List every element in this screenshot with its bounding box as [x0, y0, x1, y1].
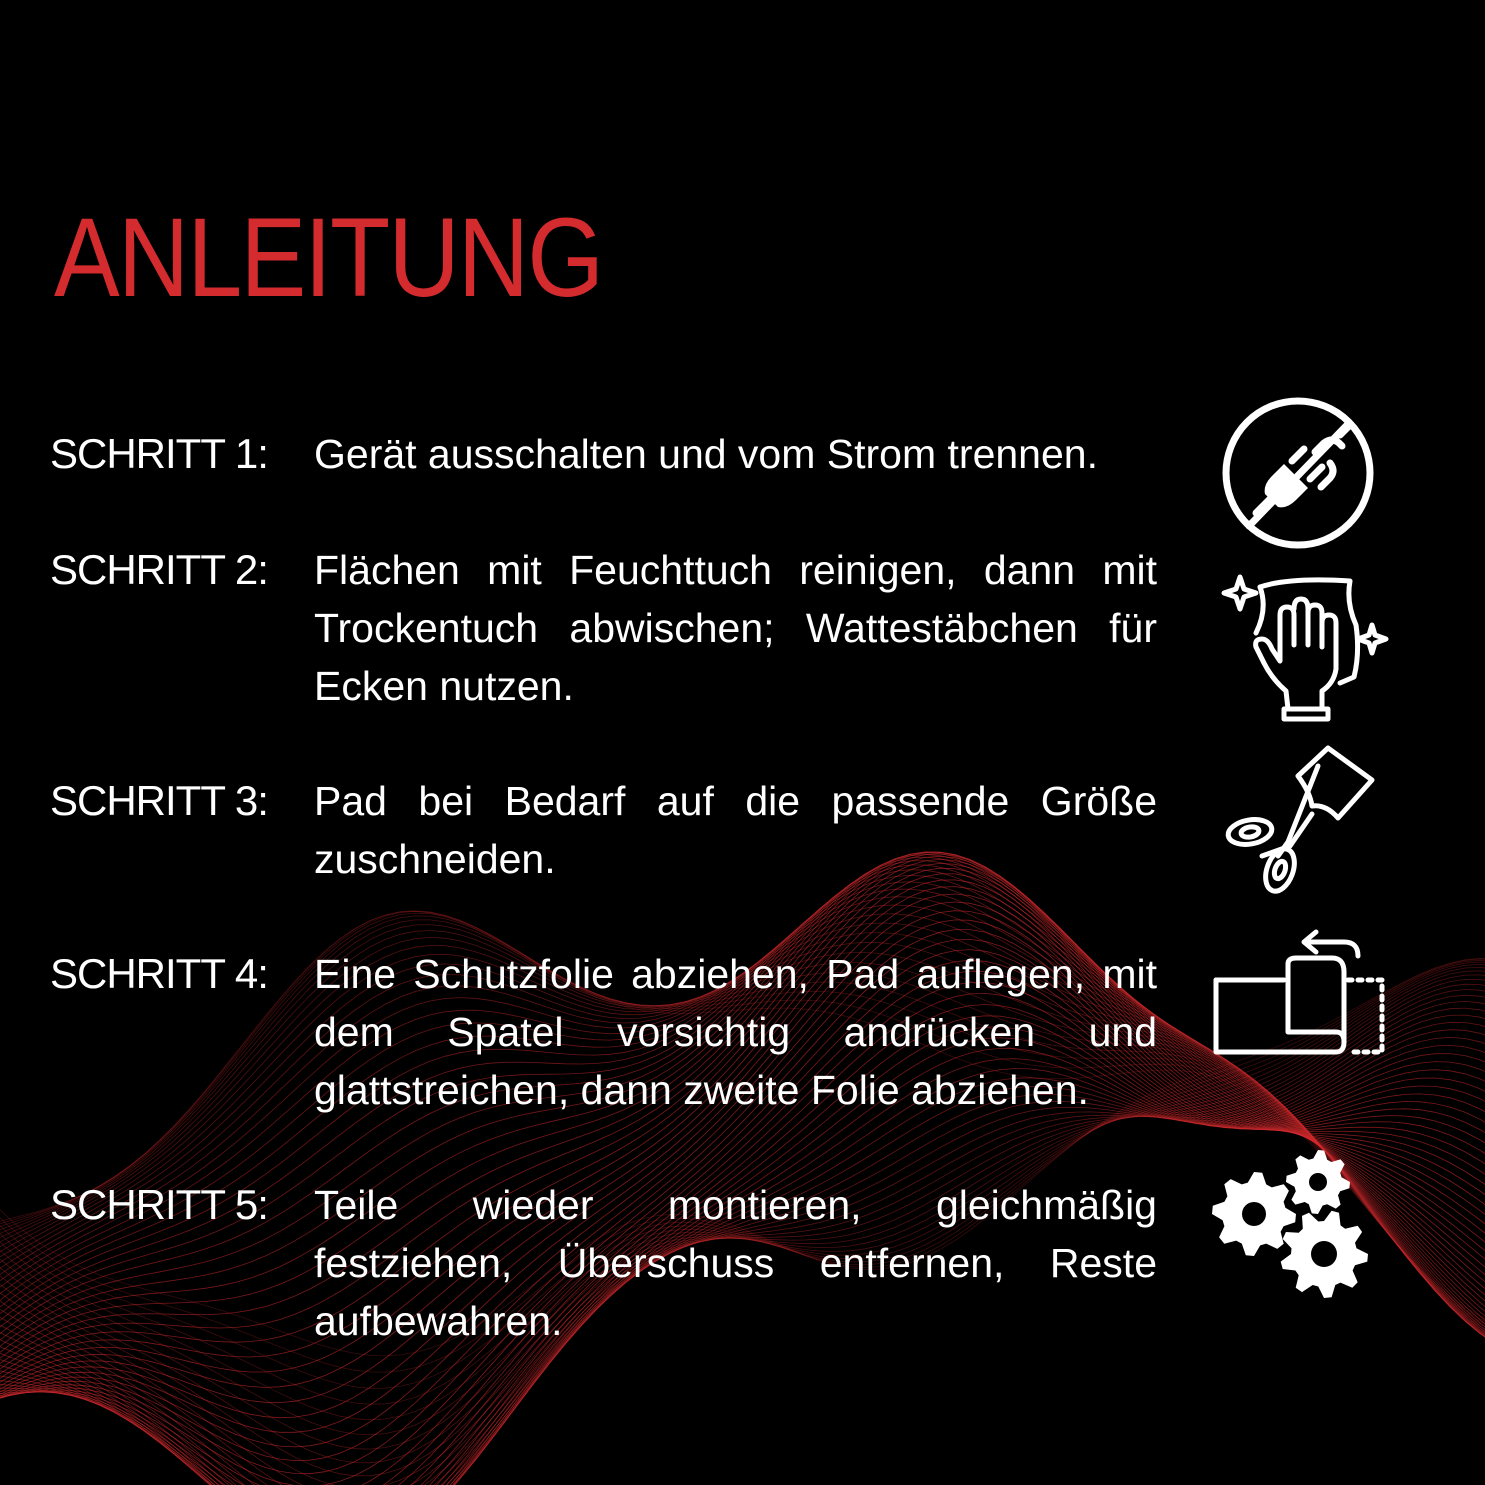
wipe-cloth-icon	[1220, 573, 1390, 721]
step-2-text: Flächen mit Feuchttuch reinigen, dann mit Trockentuch abwischen; Wattestäbchen für Ecken nutzen.	[314, 547, 1157, 709]
unplug-icon	[1218, 395, 1378, 551]
scissors-icon	[1222, 744, 1378, 898]
step-5-text: Teile wieder montieren, gleichmäßig festziehen, Überschuss entfernen, Reste aufbewahren.	[314, 1182, 1157, 1344]
step-1-label: SCHRITT 1:	[50, 430, 268, 477]
gear-shapes	[1212, 1150, 1368, 1298]
step-3-label: SCHRITT 3:	[50, 777, 268, 824]
peel-film-icon	[1212, 924, 1388, 1058]
gear-icon	[1281, 1211, 1368, 1298]
step-3-text: Pad bei Bedarf auf die passende Größe zuschneiden.	[314, 778, 1157, 882]
gear-icon	[1212, 1172, 1296, 1256]
step-1-text: Gerät ausschalten und vom Strom trennen.	[314, 431, 1098, 477]
gears-icon	[1208, 1148, 1374, 1304]
gear-icon	[1286, 1150, 1350, 1214]
page-title: ANLEITUNG	[54, 195, 603, 320]
step-5-label: SCHRITT 5:	[50, 1181, 268, 1228]
step-2-label: SCHRITT 2:	[50, 546, 268, 593]
step-4-text: Eine Schutzfolie abziehen, Pad auflegen, mit dem Spatel vorsichtig andrücken und glattstreichen, dann zweite Folie abziehen.	[314, 951, 1157, 1113]
step-4-label: SCHRITT 4:	[50, 950, 268, 997]
